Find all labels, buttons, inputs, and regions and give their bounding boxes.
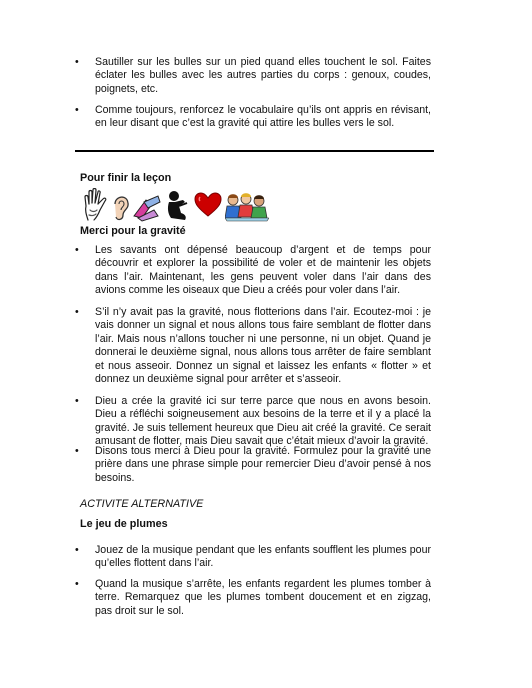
list-item (75, 578, 431, 618)
heart-icon (194, 192, 222, 223)
list-item (75, 104, 431, 131)
list-item-text: Disons tous merci à Dieu pour la gravité. Formulez pour la gravité une prière dans une phrase simple pour remercier Dieu d’avoir pensé à nos besoins. (95, 445, 431, 484)
bullet-marker: • (75, 104, 79, 116)
hand-icon (82, 188, 108, 227)
list-item (75, 395, 431, 449)
bullet-marker: • (75, 244, 79, 256)
list-item-text: Jouez de la musique pendant que les enfants soufflent les plumes pour qu’elles flottent dans l’air. (95, 544, 431, 570)
children-group-icon (225, 190, 269, 227)
list-item-text: Dieu a crée la gravité ici sur terre parce que nous en avons besoin. Dieu a réfléchi soigneusement aux besoins de la terre et il y a placé la gravité. Je suis tellement heureux que Dieu ait créé la gravité. Ce serait amusant de flotter, mais Dieu savait que c’était mieux d’avoir la gravité. (95, 395, 431, 448)
list-item (75, 306, 431, 386)
list-item-text: S’il n’y avait pas la gravité, nous flotterions dans l’air. Ecoutez-moi : je vais donner un signal et nous allons tous faire semblant de flotter dans l’air. Mais nous n’allons toucher ni une personne, ni un objet. Quand je donnerai le deuxième signal, nous allons tous arrêter de faire semblant et nous asseoir. Donnez un signal et laissez les enfants « flotter » et donnez un deuxième signal pour arrêter et s’asseoir. (95, 306, 431, 386)
bullet-marker: • (75, 306, 79, 318)
list-item (75, 544, 431, 571)
list-item-text: Sautiller sur les bulles sur un pied quand elles touchent le sol. Faites éclater les bulles avec les autres parties du corps : genoux, coudes, poignets, etc. (95, 56, 431, 95)
bullet-marker: • (75, 544, 79, 556)
praying-hands-icon (132, 194, 164, 227)
activity-icons (80, 188, 280, 224)
bullet-marker: • (75, 445, 79, 457)
kneeling-person-icon (165, 190, 191, 227)
bullet-marker: • (75, 56, 79, 68)
list-item (75, 445, 431, 485)
bullet-marker: • (75, 395, 79, 407)
alternative-activity-title: ACTIVITE ALTERNATIVE (80, 498, 204, 510)
section-title: Pour finir la leçon (80, 172, 172, 184)
list-item (75, 244, 431, 298)
list-item-text: Quand la musique s’arrête, les enfants regardent les plumes tomber à terre. Remarquez que les plumes tombent doucement et en zigzag, pas droit sur le sol. (95, 578, 431, 617)
subsection-title: Merci pour la gravité (80, 225, 186, 237)
bullet-marker: • (75, 578, 79, 590)
game-title: Le jeu de plumes (80, 518, 168, 530)
section-divider (75, 150, 434, 152)
list-item-text: Les savants ont dépensé beaucoup d’argent et de temps pour découvrir et explorer la possibilité de voler et de maintenir les objets dans l’air. Maintenant, les gens peuvent voler dans l’air dans des avions comme les oiseaux que Dieu a créés pour voler dans l’air. (95, 244, 431, 297)
list-item (75, 56, 431, 96)
ear-icon (111, 192, 131, 227)
list-item-text: Comme toujours, renforcez le vocabulaire qu’ils ont appris en révisant, en leur disant que c’est la gravité qui attire les bulles vers le sol. (95, 104, 431, 130)
